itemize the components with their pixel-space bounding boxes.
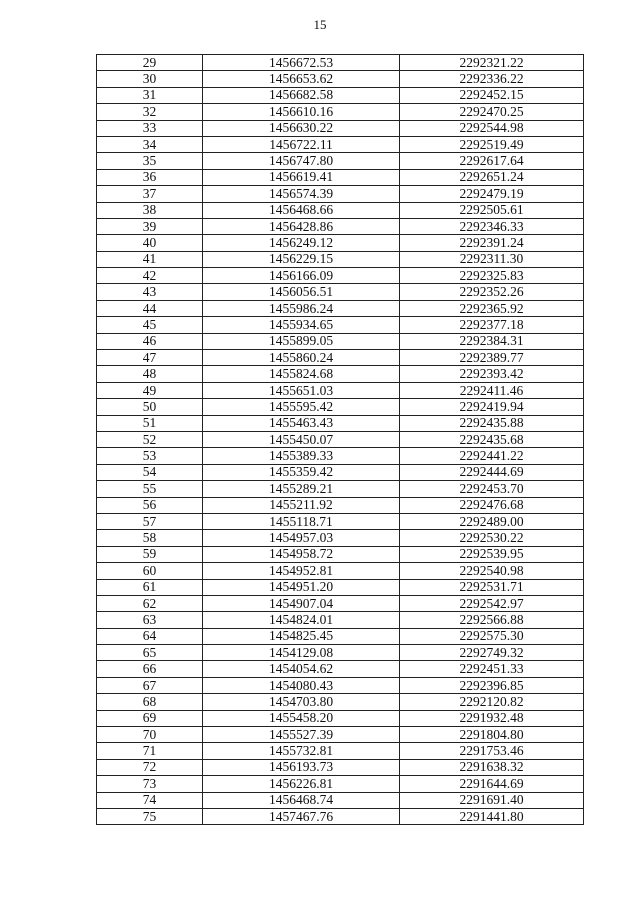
x-coordinate-cell: 1454907.04 xyxy=(203,595,400,611)
point-number-cell: 37 xyxy=(97,186,203,202)
x-coordinate-cell: 1454824.01 xyxy=(203,612,400,628)
point-number-cell: 56 xyxy=(97,497,203,513)
point-number-cell: 41 xyxy=(97,251,203,267)
y-coordinate-cell: 2292393.42 xyxy=(400,366,584,382)
point-number-cell: 31 xyxy=(97,87,203,103)
y-coordinate-cell: 2292441.22 xyxy=(400,448,584,464)
x-coordinate-cell: 1456653.62 xyxy=(203,71,400,87)
x-coordinate-cell: 1456468.74 xyxy=(203,792,400,808)
point-number-cell: 66 xyxy=(97,661,203,677)
table-row xyxy=(97,71,584,87)
x-coordinate-cell: 1455211.92 xyxy=(203,497,400,513)
table-row xyxy=(97,530,584,546)
table-row xyxy=(97,563,584,579)
table-row xyxy=(97,218,584,234)
point-number-cell: 46 xyxy=(97,333,203,349)
y-coordinate-cell: 2292435.88 xyxy=(400,415,584,431)
x-coordinate-cell: 1454054.62 xyxy=(203,661,400,677)
y-coordinate-cell: 2292336.22 xyxy=(400,71,584,87)
point-number-cell: 32 xyxy=(97,104,203,120)
point-number-cell: 70 xyxy=(97,727,203,743)
point-number-cell: 53 xyxy=(97,448,203,464)
table-row xyxy=(97,251,584,267)
table-row xyxy=(97,628,584,644)
y-coordinate-cell: 2292411.46 xyxy=(400,382,584,398)
y-coordinate-cell: 2292365.92 xyxy=(400,300,584,316)
table-row xyxy=(97,448,584,464)
table-row xyxy=(97,645,584,661)
x-coordinate-cell: 1456193.73 xyxy=(203,759,400,775)
y-coordinate-cell: 2292391.24 xyxy=(400,235,584,251)
point-number-cell: 73 xyxy=(97,776,203,792)
point-number-cell: 74 xyxy=(97,792,203,808)
point-number-cell: 43 xyxy=(97,284,203,300)
table-row xyxy=(97,612,584,628)
point-number-cell: 67 xyxy=(97,677,203,693)
x-coordinate-cell: 1455824.68 xyxy=(203,366,400,382)
y-coordinate-cell: 2292476.68 xyxy=(400,497,584,513)
y-coordinate-cell: 2292530.22 xyxy=(400,530,584,546)
x-coordinate-cell: 1456747.80 xyxy=(203,153,400,169)
point-number-cell: 72 xyxy=(97,759,203,775)
y-coordinate-cell: 2292519.49 xyxy=(400,136,584,152)
table-row xyxy=(97,153,584,169)
x-coordinate-cell: 1455389.33 xyxy=(203,448,400,464)
x-coordinate-cell: 1456226.81 xyxy=(203,776,400,792)
point-number-cell: 54 xyxy=(97,464,203,480)
x-coordinate-cell: 1456610.16 xyxy=(203,104,400,120)
y-coordinate-cell: 2291644.69 xyxy=(400,776,584,792)
table-row xyxy=(97,759,584,775)
point-number-cell: 36 xyxy=(97,169,203,185)
point-number-cell: 38 xyxy=(97,202,203,218)
table-row xyxy=(97,169,584,185)
x-coordinate-cell: 1455732.81 xyxy=(203,743,400,759)
y-coordinate-cell: 2292346.33 xyxy=(400,218,584,234)
point-number-cell: 52 xyxy=(97,431,203,447)
x-coordinate-cell: 1457467.76 xyxy=(203,808,400,824)
table-row xyxy=(97,317,584,333)
x-coordinate-cell: 1456619.41 xyxy=(203,169,400,185)
coordinates-table-body xyxy=(97,55,584,825)
x-coordinate-cell: 1456428.86 xyxy=(203,218,400,234)
y-coordinate-cell: 2292377.18 xyxy=(400,317,584,333)
x-coordinate-cell: 1455289.21 xyxy=(203,481,400,497)
x-coordinate-cell: 1454958.72 xyxy=(203,546,400,562)
point-number-cell: 60 xyxy=(97,563,203,579)
x-coordinate-cell: 1455986.24 xyxy=(203,300,400,316)
y-coordinate-cell: 2292470.25 xyxy=(400,104,584,120)
y-coordinate-cell: 2292451.33 xyxy=(400,661,584,677)
x-coordinate-cell: 1456630.22 xyxy=(203,120,400,136)
x-coordinate-cell: 1456229.15 xyxy=(203,251,400,267)
y-coordinate-cell: 2292531.71 xyxy=(400,579,584,595)
table-row xyxy=(97,366,584,382)
y-coordinate-cell: 2291638.32 xyxy=(400,759,584,775)
table-row xyxy=(97,546,584,562)
table-row xyxy=(97,710,584,726)
y-coordinate-cell: 2291753.46 xyxy=(400,743,584,759)
y-coordinate-cell: 2292505.61 xyxy=(400,202,584,218)
y-coordinate-cell: 2292453.70 xyxy=(400,481,584,497)
y-coordinate-cell: 2292542.97 xyxy=(400,595,584,611)
y-coordinate-cell: 2292539.95 xyxy=(400,546,584,562)
point-number-cell: 58 xyxy=(97,530,203,546)
x-coordinate-cell: 1456056.51 xyxy=(203,284,400,300)
point-number-cell: 57 xyxy=(97,513,203,529)
table-row xyxy=(97,792,584,808)
x-coordinate-cell: 1454080.43 xyxy=(203,677,400,693)
y-coordinate-cell: 2292444.69 xyxy=(400,464,584,480)
page-number: 15 xyxy=(313,17,327,32)
point-number-cell: 69 xyxy=(97,710,203,726)
table-row xyxy=(97,186,584,202)
coordinates-table xyxy=(96,54,584,825)
x-coordinate-cell: 1456682.58 xyxy=(203,87,400,103)
y-coordinate-cell: 2292311.30 xyxy=(400,251,584,267)
point-number-cell: 63 xyxy=(97,612,203,628)
point-number-cell: 45 xyxy=(97,317,203,333)
table-row xyxy=(97,415,584,431)
y-coordinate-cell: 2292489.00 xyxy=(400,513,584,529)
x-coordinate-cell: 1454957.03 xyxy=(203,530,400,546)
point-number-cell: 50 xyxy=(97,399,203,415)
table-row xyxy=(97,464,584,480)
y-coordinate-cell: 2292321.22 xyxy=(400,55,584,71)
point-number-cell: 64 xyxy=(97,628,203,644)
point-number-cell: 29 xyxy=(97,55,203,71)
y-coordinate-cell: 2292384.31 xyxy=(400,333,584,349)
point-number-cell: 48 xyxy=(97,366,203,382)
x-coordinate-cell: 1455118.71 xyxy=(203,513,400,529)
x-coordinate-cell: 1456249.12 xyxy=(203,235,400,251)
point-number-cell: 42 xyxy=(97,268,203,284)
x-coordinate-cell: 1455450.07 xyxy=(203,431,400,447)
y-coordinate-cell: 2292540.98 xyxy=(400,563,584,579)
point-number-cell: 55 xyxy=(97,481,203,497)
x-coordinate-cell: 1455934.65 xyxy=(203,317,400,333)
table-row xyxy=(97,284,584,300)
x-coordinate-cell: 1455527.39 xyxy=(203,727,400,743)
x-coordinate-cell: 1455595.42 xyxy=(203,399,400,415)
y-coordinate-cell: 2292566.88 xyxy=(400,612,584,628)
table-row xyxy=(97,694,584,710)
x-coordinate-cell: 1455359.42 xyxy=(203,464,400,480)
table-row xyxy=(97,727,584,743)
y-coordinate-cell: 2292575.30 xyxy=(400,628,584,644)
x-coordinate-cell: 1454952.81 xyxy=(203,563,400,579)
point-number-cell: 62 xyxy=(97,595,203,611)
point-number-cell: 33 xyxy=(97,120,203,136)
table-row xyxy=(97,497,584,513)
point-number-cell: 49 xyxy=(97,382,203,398)
y-coordinate-cell: 2292452.15 xyxy=(400,87,584,103)
y-coordinate-cell: 2292352.26 xyxy=(400,284,584,300)
table-row xyxy=(97,104,584,120)
table-row xyxy=(97,595,584,611)
y-coordinate-cell: 2291691.40 xyxy=(400,792,584,808)
table-row xyxy=(97,481,584,497)
table-row xyxy=(97,579,584,595)
point-number-cell: 35 xyxy=(97,153,203,169)
y-coordinate-cell: 2292651.24 xyxy=(400,169,584,185)
table-row xyxy=(97,333,584,349)
x-coordinate-cell: 1455899.05 xyxy=(203,333,400,349)
y-coordinate-cell: 2292544.98 xyxy=(400,120,584,136)
point-number-cell: 71 xyxy=(97,743,203,759)
point-number-cell: 59 xyxy=(97,546,203,562)
point-number-cell: 75 xyxy=(97,808,203,824)
table-row xyxy=(97,55,584,71)
table-row xyxy=(97,300,584,316)
table-row xyxy=(97,431,584,447)
y-coordinate-cell: 2292435.68 xyxy=(400,431,584,447)
y-coordinate-cell: 2292389.77 xyxy=(400,350,584,366)
y-coordinate-cell: 2291932.48 xyxy=(400,710,584,726)
y-coordinate-cell: 2292749.32 xyxy=(400,645,584,661)
y-coordinate-cell: 2292479.19 xyxy=(400,186,584,202)
y-coordinate-cell: 2292396.85 xyxy=(400,677,584,693)
x-coordinate-cell: 1455651.03 xyxy=(203,382,400,398)
table-row xyxy=(97,350,584,366)
x-coordinate-cell: 1454825.45 xyxy=(203,628,400,644)
table-row xyxy=(97,808,584,824)
x-coordinate-cell: 1455458.20 xyxy=(203,710,400,726)
table-row xyxy=(97,136,584,152)
x-coordinate-cell: 1456722.11 xyxy=(203,136,400,152)
y-coordinate-cell: 2291804.80 xyxy=(400,727,584,743)
table-row xyxy=(97,776,584,792)
table-row xyxy=(97,661,584,677)
table-row xyxy=(97,513,584,529)
table-row xyxy=(97,399,584,415)
x-coordinate-cell: 1454703.80 xyxy=(203,694,400,710)
table-row xyxy=(97,677,584,693)
x-coordinate-cell: 1456468.66 xyxy=(203,202,400,218)
y-coordinate-cell: 2292419.94 xyxy=(400,399,584,415)
table-row xyxy=(97,202,584,218)
table-row xyxy=(97,743,584,759)
table-row xyxy=(97,87,584,103)
y-coordinate-cell: 2292325.83 xyxy=(400,268,584,284)
x-coordinate-cell: 1454129.08 xyxy=(203,645,400,661)
table-row xyxy=(97,120,584,136)
point-number-cell: 30 xyxy=(97,71,203,87)
y-coordinate-cell: 2292120.82 xyxy=(400,694,584,710)
point-number-cell: 51 xyxy=(97,415,203,431)
y-coordinate-cell: 2292617.64 xyxy=(400,153,584,169)
x-coordinate-cell: 1455463.43 xyxy=(203,415,400,431)
table-row xyxy=(97,382,584,398)
point-number-cell: 68 xyxy=(97,694,203,710)
point-number-cell: 44 xyxy=(97,300,203,316)
x-coordinate-cell: 1454951.20 xyxy=(203,579,400,595)
table-row xyxy=(97,235,584,251)
table-row xyxy=(97,268,584,284)
point-number-cell: 65 xyxy=(97,645,203,661)
point-number-cell: 47 xyxy=(97,350,203,366)
point-number-cell: 40 xyxy=(97,235,203,251)
x-coordinate-cell: 1455860.24 xyxy=(203,350,400,366)
y-coordinate-cell: 2291441.80 xyxy=(400,808,584,824)
x-coordinate-cell: 1456672.53 xyxy=(203,55,400,71)
x-coordinate-cell: 1456166.09 xyxy=(203,268,400,284)
x-coordinate-cell: 1456574.39 xyxy=(203,186,400,202)
point-number-cell: 34 xyxy=(97,136,203,152)
point-number-cell: 39 xyxy=(97,218,203,234)
point-number-cell: 61 xyxy=(97,579,203,595)
